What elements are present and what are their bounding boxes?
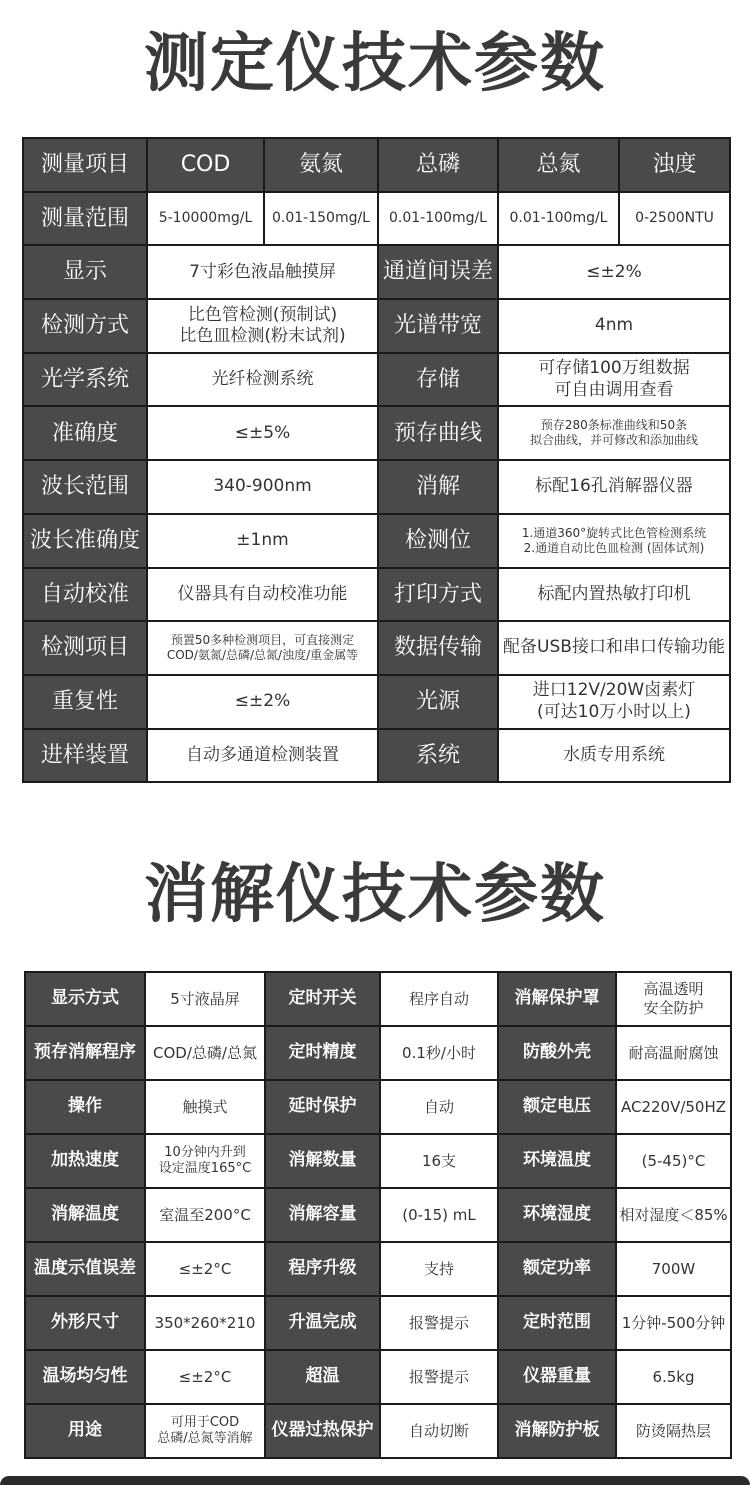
- table-cell: 消解防护板: [498, 1404, 616, 1458]
- table-row: [23, 245, 730, 299]
- cell-line: 拟合曲线，并可修改和添加曲线: [529, 433, 698, 448]
- cell-line: 安全防护: [643, 999, 704, 1017]
- digester-spec-table: [24, 971, 732, 1459]
- table-cell: 光学系统: [23, 353, 147, 407]
- table-cell: 浊度: [619, 138, 730, 192]
- cell-line: COD/氨氮/总磷/总氮/浊度/重金属等: [166, 648, 359, 663]
- table-row: [23, 406, 730, 460]
- table-cell: 0-2500NTU: [619, 192, 730, 246]
- table-cell: 配备USB接口和串口传输功能: [498, 621, 730, 675]
- table-cell: 程序自动: [380, 972, 498, 1026]
- table-cell: 700W: [616, 1242, 731, 1296]
- table-cell: 1分钟-500分钟: [616, 1296, 731, 1350]
- cell-line: 1.通道360°旋转式比色管检测系统: [521, 525, 707, 540]
- table-cell: ≤±2%: [498, 245, 730, 299]
- table-row: [25, 1350, 731, 1404]
- table-row: [25, 1188, 731, 1242]
- table-cell: ≤±5%: [147, 406, 378, 460]
- table-cell: 重复性: [23, 675, 147, 729]
- table-cell: 0.1秒/小时: [380, 1026, 498, 1080]
- table-cell: 自动: [380, 1080, 498, 1134]
- table-cell: 进样装置: [23, 729, 147, 783]
- table-cell: [147, 621, 378, 675]
- table-cell: 仪器过热保护: [265, 1404, 380, 1458]
- table-row: [23, 729, 730, 783]
- table-cell: 加热速度: [25, 1134, 145, 1188]
- cell-line: 比色皿检测(粉末试剂): [179, 325, 346, 346]
- table-row: [23, 568, 730, 622]
- table-cell: 报警提示: [380, 1350, 498, 1404]
- table-cell: 操作: [25, 1080, 145, 1134]
- table-cell: 检测位: [378, 514, 498, 568]
- table-cell: [145, 1404, 265, 1458]
- table-cell: 外形尺寸: [25, 1296, 145, 1350]
- table-cell: (0-15) mL: [380, 1188, 498, 1242]
- table-cell: 消解保护罩: [498, 972, 616, 1026]
- table-cell: 5-10000mg/L: [147, 192, 264, 246]
- table-cell: 准确度: [23, 406, 147, 460]
- table-cell: 6.5kg: [616, 1350, 731, 1404]
- cell-line: 进口12V/20W卤素灯: [532, 680, 696, 701]
- table-cell: [498, 514, 730, 568]
- table-cell: 总氮: [498, 138, 619, 192]
- section-title-analyzer: 测定仪技术参数: [144, 27, 606, 101]
- table-cell: 定时范围: [498, 1296, 616, 1350]
- table-cell: 超温: [265, 1350, 380, 1404]
- table-cell: 环境湿度: [498, 1188, 616, 1242]
- table-cell: [498, 353, 730, 407]
- table-cell: [147, 299, 378, 353]
- table-cell: 测量范围: [23, 192, 147, 246]
- table-cell: 程序升级: [265, 1242, 380, 1296]
- table-row: [23, 675, 730, 729]
- cell-line: 预置50多种检测项目，可直接测定: [170, 633, 355, 648]
- table-row: [25, 1026, 731, 1080]
- table-cell: COD: [147, 138, 264, 192]
- table-cell: 温度示值误差: [25, 1242, 145, 1296]
- cell-line: 可自由调用查看: [554, 379, 674, 400]
- table-cell: ≤±2°C: [145, 1350, 265, 1404]
- cell-line: 可用于COD: [170, 1414, 240, 1430]
- table-cell: 额定功率: [498, 1242, 616, 1296]
- table-cell: 升温完成: [265, 1296, 380, 1350]
- table-row: [25, 1242, 731, 1296]
- table-row: [23, 621, 730, 675]
- table-cell: 测量项目: [23, 138, 147, 192]
- table-cell: 显示: [23, 245, 147, 299]
- table-cell: 额定电压: [498, 1080, 616, 1134]
- table-cell: 光谱带宽: [378, 299, 498, 353]
- table-cell: ≤±2°C: [145, 1242, 265, 1296]
- table-cell: 5寸液晶屏: [145, 972, 265, 1026]
- table-cell: 光纤检测系统: [147, 353, 378, 407]
- table-row: [23, 514, 730, 568]
- table-cell: 总磷: [378, 138, 498, 192]
- table-cell: 耐高温耐腐蚀: [616, 1026, 731, 1080]
- table-cell: 防烫隔热层: [616, 1404, 731, 1458]
- table-row: [23, 460, 730, 514]
- table-cell: 光源: [378, 675, 498, 729]
- table-row: [25, 1134, 731, 1188]
- table-cell: 自动切断: [380, 1404, 498, 1458]
- table-cell: 0.01-100mg/L: [378, 192, 498, 246]
- table-cell: 存储: [378, 353, 498, 407]
- cell-line: 高温透明: [643, 980, 704, 999]
- table-row: [23, 192, 730, 246]
- table-cell: 波长准确度: [23, 514, 147, 568]
- table-row: [25, 1080, 731, 1134]
- table-cell: 支持: [380, 1242, 498, 1296]
- section-title-digester: 消解仪技术参数: [144, 858, 606, 932]
- table-cell: 数据传输: [378, 621, 498, 675]
- table-cell: [498, 406, 730, 460]
- cell-line: 2.通道自动比色皿检测 (固体试剂): [523, 540, 705, 555]
- table-cell: 预存消解程序: [25, 1026, 145, 1080]
- table-cell: AC220V/50HZ: [616, 1080, 731, 1134]
- cell-line: 10分钟内升到: [164, 1144, 246, 1160]
- table-cell: 自动校准: [23, 568, 147, 622]
- table-cell: 触摸式: [145, 1080, 265, 1134]
- table-cell: 消解: [378, 460, 498, 514]
- table-cell: 自动多通道检测装置: [147, 729, 378, 783]
- table-cell: COD/总磷/总氮: [145, 1026, 265, 1080]
- table-cell: 用途: [25, 1404, 145, 1458]
- table-cell: 仪器具有自动校准功能: [147, 568, 378, 622]
- cell-line: 总磷/总氮等消解: [157, 1431, 253, 1446]
- table-cell: 检测项目: [23, 621, 147, 675]
- table-cell: 相对湿度＜85%: [616, 1188, 731, 1242]
- cell-line: 预存280条标准曲线和50条: [540, 418, 688, 433]
- table-row: [23, 353, 730, 407]
- table-cell: 显示方式: [25, 972, 145, 1026]
- table-cell: 标配16孔消解器仪器: [498, 460, 730, 514]
- table-cell: ≤±2%: [147, 675, 378, 729]
- table-cell: (5-45)°C: [616, 1134, 731, 1188]
- table-cell: 350*260*210: [145, 1296, 265, 1350]
- table-cell: 延时保护: [265, 1080, 380, 1134]
- table-cell: 消解温度: [25, 1188, 145, 1242]
- cell-line: 设定温度165°C: [158, 1161, 252, 1176]
- table-row: [25, 1296, 731, 1350]
- cell-line: 可存储100万组数据: [538, 358, 690, 379]
- bottom-divider-bar: [0, 1476, 750, 1485]
- table-cell: 定时开关: [265, 972, 380, 1026]
- table-cell: 氨氮: [264, 138, 378, 192]
- table-cell: [145, 1134, 265, 1188]
- table-cell: 0.01-150mg/L: [264, 192, 378, 246]
- table-cell: 室温至200°C: [145, 1188, 265, 1242]
- table-cell: 标配内置热敏打印机: [498, 568, 730, 622]
- table-cell: 环境温度: [498, 1134, 616, 1188]
- table-row: [23, 299, 730, 353]
- table-cell: 检测方式: [23, 299, 147, 353]
- table-cell: 0.01-100mg/L: [498, 192, 619, 246]
- table-cell: 4nm: [498, 299, 730, 353]
- table-cell: ±1nm: [147, 514, 378, 568]
- table-cell: 防酸外壳: [498, 1026, 616, 1080]
- table-row: [23, 138, 730, 192]
- table-cell: 7寸彩色液晶触摸屏: [147, 245, 378, 299]
- table-cell: 仪器重量: [498, 1350, 616, 1404]
- cell-line: (可达10万小时以上): [537, 701, 691, 722]
- table-cell: [498, 675, 730, 729]
- table-cell: 定时精度: [265, 1026, 380, 1080]
- table-cell: 消解容量: [265, 1188, 380, 1242]
- table-row: [25, 972, 731, 1026]
- analyzer-spec-table: [22, 137, 731, 783]
- table-row: [25, 1404, 731, 1458]
- table-cell: 16支: [380, 1134, 498, 1188]
- table-cell: 消解数量: [265, 1134, 380, 1188]
- table-cell: 波长范围: [23, 460, 147, 514]
- table-cell: 温场均匀性: [25, 1350, 145, 1404]
- table-cell: 报警提示: [380, 1296, 498, 1350]
- table-cell: 打印方式: [378, 568, 498, 622]
- table-cell: 水质专用系统: [498, 729, 730, 783]
- cell-line: 比色管检测(预制试): [187, 304, 338, 325]
- table-cell: 预存曲线: [378, 406, 498, 460]
- table-cell: 系统: [378, 729, 498, 783]
- table-cell: [616, 972, 731, 1026]
- table-cell: 340-900nm: [147, 460, 378, 514]
- table-cell: 通道间误差: [378, 245, 498, 299]
